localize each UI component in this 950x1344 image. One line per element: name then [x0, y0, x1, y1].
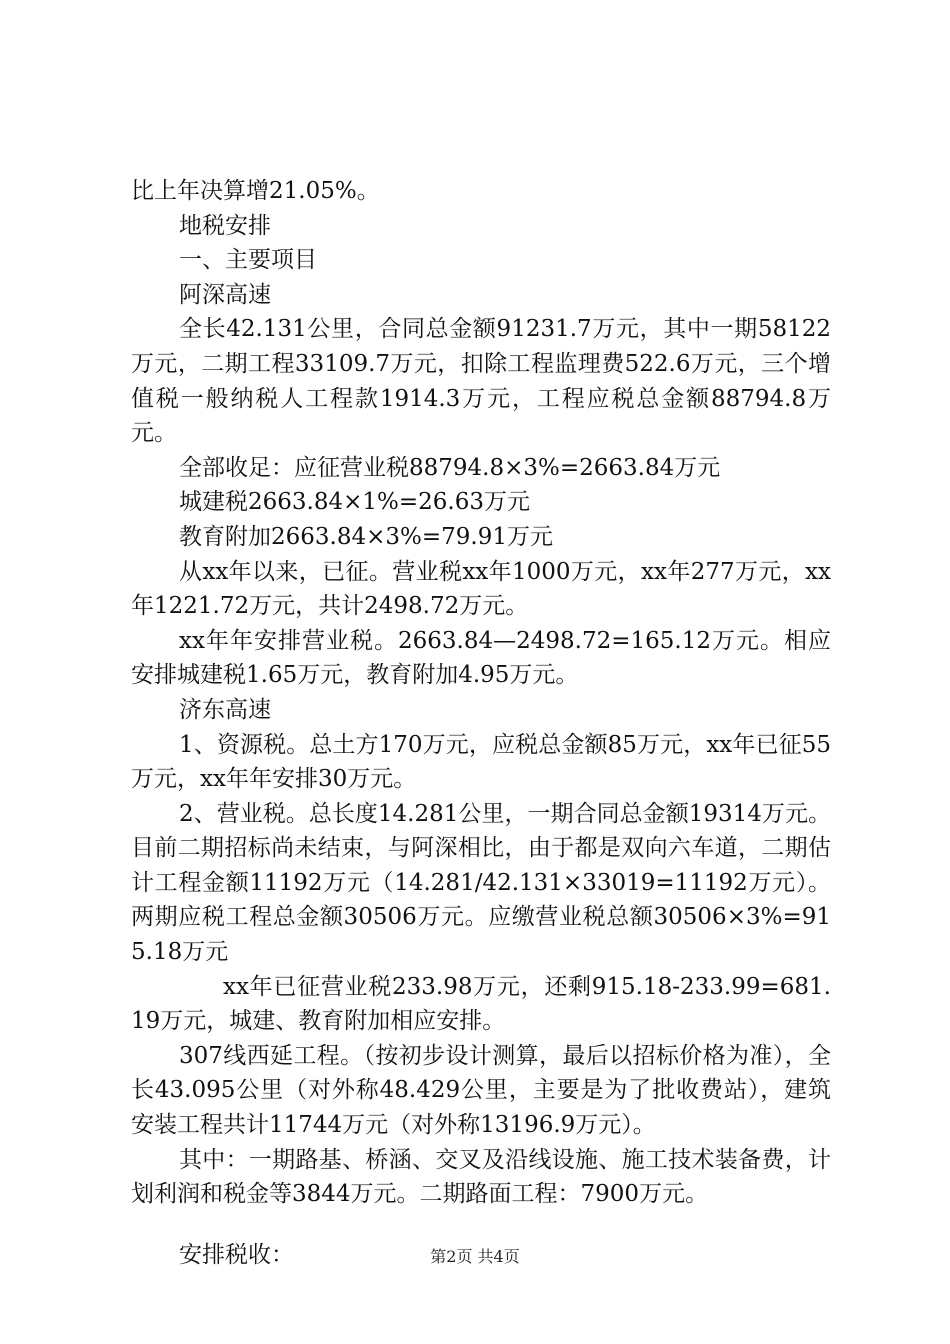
paragraph-phase-details: 其中：一期路基、桥涵、交叉及沿线设施、施工技术装备费，计划利润和税金等3844万元。二期路面工程：7900万元。	[131, 1146, 831, 1208]
document-body	[131, 174, 831, 1272]
paragraph-collected: 从xx年以来，已征。营业税xx年1000万元，xx年277万元，xx年1221.72万元，共计2498.72万元。	[131, 558, 831, 620]
paragraph-jidong-business-tax: 2、营业税。总长度14.281公里，一期合同总金额19314万元。目前二期招标尚未结束，与阿深相比，由于都是双向六车道，二期估计工程金额11192万元（14.281/42.131×33019=11192万元）。两期应税工程总金额30506万元。应缴营业税总额30506×3%=915.18万元	[131, 800, 831, 966]
heading-ashen-expressway: 阿深高速	[179, 281, 271, 308]
heading-main-projects: 一、主要项目	[179, 247, 317, 274]
paragraph-education-surcharge: 教育附加2663.84×3%=79.91万元	[179, 523, 553, 550]
page-footer: 第2页 共4页	[430, 1247, 520, 1266]
paragraph-tax-arrangement: 安排税收：	[179, 1241, 294, 1268]
paragraph-jidong-collected: xx年已征营业税233.98万元，还剩915.18-233.99=681.19万元，城建、教育附加相应安排。	[131, 973, 831, 1035]
heading-local-tax: 地税安排	[179, 212, 271, 239]
paragraph-arrangement: xx年年安排营业税。2663.84—2498.72=165.12万元。相应安排城建税1.65万元，教育附加4.95万元。	[131, 627, 831, 689]
paragraph-city-tax: 城建税2663.84×1%=26.63万元	[179, 489, 530, 516]
paragraph-307-extension: 307线西延工程。（按初步设计测算，最后以招标价格为准），全长43.095公里（对外称48.429公里，主要是为了批收费站），建筑安装工程共计11744万元（对外称13196.9万元）。	[131, 1042, 831, 1139]
paragraph-business-tax: 全部收足：应征营业税88794.8×3%=2663.84万元	[179, 454, 721, 481]
paragraph-resource-tax: 1、资源税。总土方170万元，应税总金额85万元，xx年已征55万元，xx年年安排30万元。	[131, 731, 831, 793]
paragraph-summary: 比上年决算增21.05%。	[131, 178, 380, 204]
heading-jidong-expressway: 济东高速	[179, 696, 271, 723]
paragraph-ashen-contract: 全长42.131公里，合同总金额91231.7万元，其中一期58122万元，二期工程33109.7万元，扣除工程监理费522.6万元，三个增值税一般纳税人工程款1914.3万元，工程应税总金额88794.8万元。	[131, 316, 831, 447]
